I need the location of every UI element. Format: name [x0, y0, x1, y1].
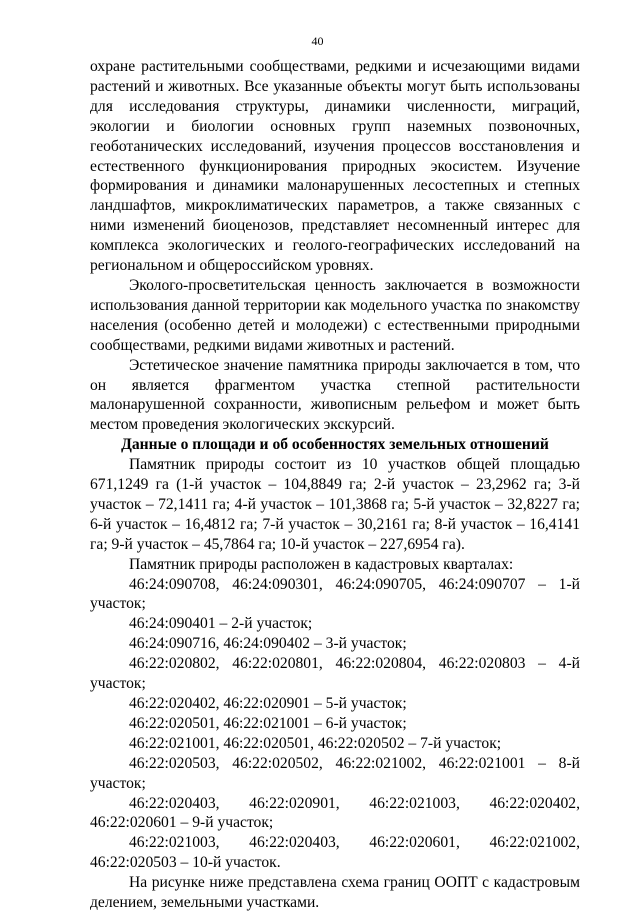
- paragraph-aesthetic-value: Эстетическое значение памятника природы заключается в том, что он является фрагментом участка степной растительности малонарушенной сохранности, живописным рельефом и может быть местом проведения экологических экскурсий.: [90, 356, 580, 434]
- section-heading: Данные о площади и об особенностях земельных отношений: [121, 436, 549, 454]
- cadastral-line-2: 46:24:090401 – 2-й участок;: [129, 615, 313, 633]
- document-body: [90, 57, 580, 913]
- paragraph-research-value: охране растительными сообществами, редкими и исчезающими видами растений и животных. Все указанные объекты могут быть использованы для исследования структуры, динамики численности, миграций, экологии и биологии основных групп наземных позвоночных, геоботанических исследований, изучения процессов восстановления и естественного функционирования природных экосистем. Изучение формирования и динамики малонарушенных лесостепных и степных ландшафтов, микроклиматических параметров, а также связанных с ними изменений биоценозов, представляет несомненный интерес для комплекса экологических и геолого-географических исследований на региональном и общероссийском уровнях.: [90, 58, 580, 275]
- cadastral-line-6: 46:22:020501, 46:22:021001 – 6-й участок;: [129, 714, 407, 732]
- cadastral-line-8: 46:22:020503, 46:22:020502, 46:22:021002, 46:22:021001 – 8-й участок;: [90, 754, 580, 792]
- cadastral-line-4: 46:22:020802, 46:22:020801, 46:22:020804, 46:22:020803 – 4-й участок;: [90, 655, 580, 693]
- paragraph-cadastral-intro: Памятник природы расположен в кадастровых кварталах:: [129, 555, 514, 573]
- cadastral-line-10: 46:22:021003, 46:22:020403, 46:22:020601, 46:22:021002, 46:22:020503 – 10-й участок.: [90, 834, 580, 872]
- paragraph-educational-value: Эколого-просветительская ценность заключается в возможности использования данной территории как модельного участка по знакомству населения (особенно детей и молодежи) с естественными природными сообществами, редкими видами животных и растений.: [90, 276, 580, 354]
- cadastral-line-9: 46:22:020403, 46:22:020901, 46:22:021003, 46:22:020402, 46:22:020601 – 9-й участок;: [90, 794, 580, 832]
- cadastral-line-7: 46:22:021001, 46:22:020501, 46:22:020502 – 7-й участок;: [129, 734, 502, 752]
- cadastral-line-1: 46:24:090708, 46:24:090301, 46:24:090705, 46:24:090707 – 1-й участок;: [90, 575, 580, 613]
- paragraph-area: Памятник природы состоит из 10 участков общей площадью 671,1249 га (1-й участок – 104,8849 га; 2-й участок – 23,2962 га; 3-й участок – 72,1411 га; 4-й участок – 101,3868 га; 5-й участок – 32,8227 га; 6-й участок – 16,4812 га; 7-й участок – 30,2161 га; 8-й участок – 16,4141 га; 9-й участок – 45,7864 га; 10-й участок – 227,6954 га).: [90, 456, 580, 553]
- cadastral-line-5: 46:22:020402, 46:22:020901 – 5-й участок;: [129, 695, 407, 712]
- cadastral-line-3: 46:24:090716, 46:24:090402 – 3-й участок;: [129, 635, 407, 653]
- page-number: 40: [311, 34, 324, 48]
- paragraph-figure-intro: На рисунке ниже представлена схема границ ООПТ с кадастровым делением, земельными участками.: [90, 874, 580, 912]
